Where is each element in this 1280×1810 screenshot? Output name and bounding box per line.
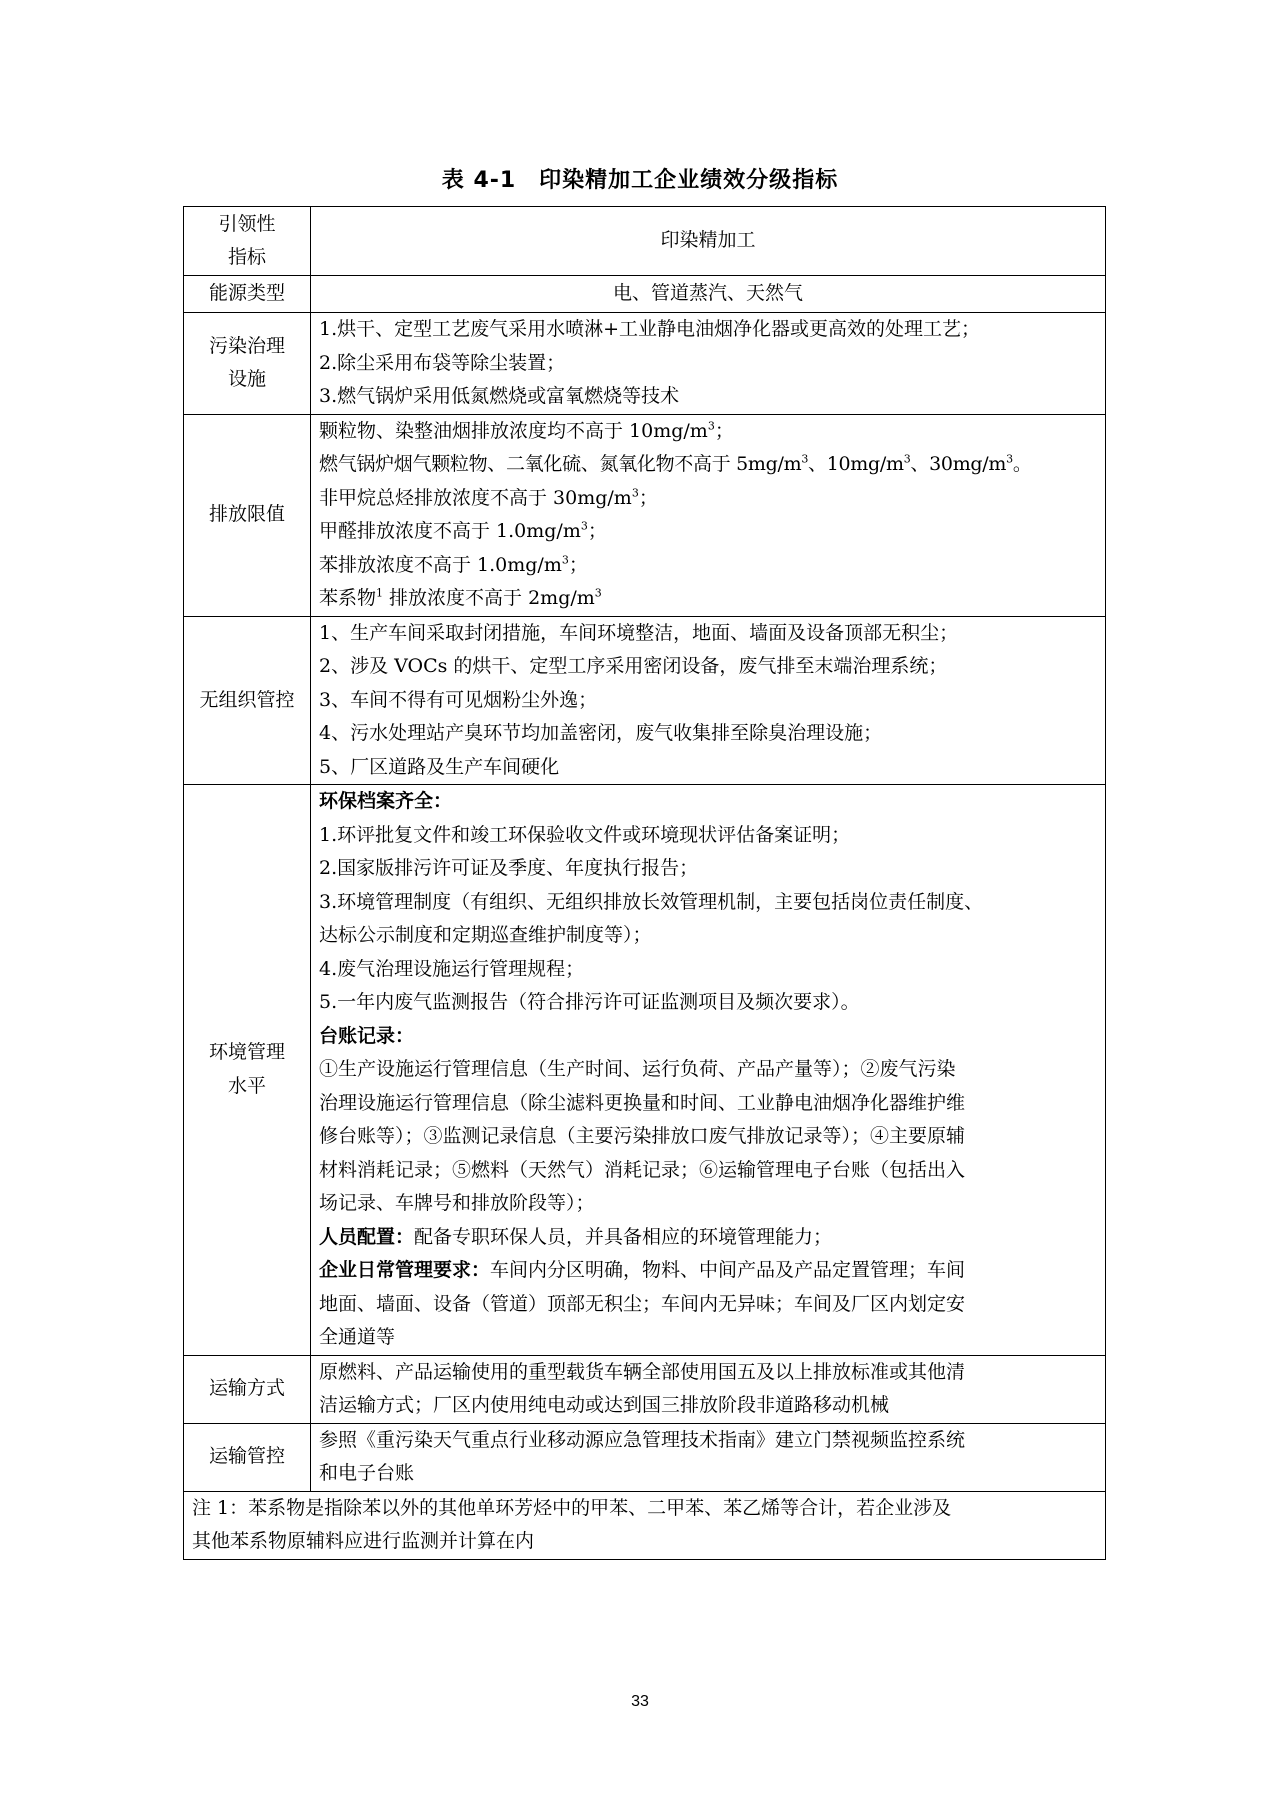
- emission-sup: 1: [376, 586, 384, 600]
- unorganized-line: 5、厂区道路及生产车间硬化: [319, 755, 560, 778]
- pollution-row: [184, 313, 1106, 415]
- daily-line: 地面、墙面、设备（管道）顶部无积尘；车间内无异味；车间及厂区内划定安: [319, 1292, 966, 1315]
- emission-line: [319, 549, 1097, 583]
- note-line: 注 1：苯系物是指除苯以外的其他单环芳烃中的甲苯、二甲苯、苯乙烯等合计，若企业涉及: [192, 1496, 952, 1519]
- pollution-label-text: 污染治理设施: [208, 334, 285, 391]
- files-line: 2.国家版排污许可证及季度、年度执行报告；: [319, 857, 699, 879]
- unorganized-label-text: 无组织管控: [199, 688, 295, 711]
- ledger-line: 材料消耗记录；⑤燃料（天然气）消耗记录；⑥运输管理电子台账（包括出入: [319, 1158, 966, 1181]
- transport-control-row: [184, 1423, 1106, 1491]
- emission-sup: 3: [594, 586, 602, 600]
- table-title: 表 4-1 印染精加工企业绩效分级指标: [441, 168, 839, 193]
- emission-line: [319, 582, 1097, 616]
- transport-label: 运输方式: [184, 1355, 311, 1423]
- transport-line: 洁运输方式；厂区内使用纯电动或达到国三排放阶段非道路移动机械: [319, 1394, 890, 1416]
- ledger-line: 治理设施运行管理信息（除尘滤料更换量和时间、工业静电油烟净化器维护维: [319, 1091, 966, 1114]
- transport-control-content: [311, 1423, 1106, 1491]
- files-line: 4.废气治理设施运行管理规程；: [319, 957, 585, 980]
- emission-sup: 3: [580, 519, 588, 533]
- staff-line: [319, 1221, 1097, 1255]
- unorganized-content: [311, 616, 1106, 785]
- note-content: [184, 1491, 1106, 1559]
- emission-line: [319, 415, 1097, 449]
- emission-tail: 、10mg/m: [808, 453, 904, 475]
- emission-tail: ；: [568, 553, 588, 576]
- emission-tail: ；: [587, 520, 607, 542]
- emission-tail: 排放浓度不高于 2mg/m: [383, 587, 595, 609]
- page-number: 33: [631, 1693, 649, 1710]
- management-label-text: 环境管理水平: [208, 1041, 285, 1097]
- unorganized-label: [184, 616, 311, 785]
- header-row: [184, 207, 1106, 276]
- transport-control-line: 参照《重污染天气重点行业移动源应急管理技术指南》建立门禁视频监控系统: [319, 1428, 966, 1451]
- emission-line: [319, 448, 1097, 482]
- emission-sup: 3: [631, 486, 639, 500]
- unorganized-line: 1、生产车间采取封闭措施，车间环境整洁，地面、墙面及设备顶部无积尘；: [319, 621, 959, 644]
- daily-text: 车间内分区明确，物料、中间产品及产品定置管理；车间: [490, 1259, 966, 1281]
- management-row: [184, 785, 1106, 1356]
- ledger-line: 修台账等）；③监测记录信息（主要污染排放口废气排放记录等）；④主要原辅: [319, 1125, 966, 1147]
- emission-label: 排放限值: [184, 414, 311, 616]
- emission-text: 颗粒物、染整油烟排放浓度均不高于 10mg/m: [319, 419, 708, 442]
- files-line: 达标公示制度和定期巡查维护制度等）；: [319, 924, 652, 946]
- daily-line: [319, 1254, 1097, 1288]
- files-line: 1.环评批复文件和竣工环保验收文件或环境现状评估备案证明；: [319, 823, 851, 846]
- emission-line: [319, 515, 1097, 549]
- energy-row: [184, 276, 1106, 313]
- staff-text: 配备专职环保人员，并具备相应的环境管理能力；: [414, 1225, 833, 1248]
- pollution-line: 1.烘干、定型工艺废气采用水喷淋+工业静电油烟净化器或更高效的处理工艺；: [319, 318, 981, 340]
- energy-value: 电、管道蒸汽、天然气: [311, 276, 1106, 313]
- files-heading: 环保档案齐全：: [319, 790, 453, 812]
- emission-text: 苯系物: [319, 587, 377, 609]
- emission-text: 燃气锅炉烟气颗粒物、二氧化硫、氮氧化物不高于 5mg/m: [319, 453, 802, 475]
- emission-sup: 3: [707, 419, 715, 433]
- emission-sup: 3: [561, 553, 569, 567]
- note-row: [184, 1491, 1106, 1559]
- note-line: 其他苯系物原辅料应进行监测并计算在内: [192, 1530, 535, 1552]
- emission-tail: 。: [1012, 453, 1032, 475]
- daily-heading: 企业日常管理要求：: [319, 1259, 491, 1281]
- ledger-heading: 台账记录：: [319, 1024, 415, 1047]
- emission-row: [184, 414, 1106, 616]
- files-line: 5.一年内废气监测报告（符合排污许可证监测项目及频次要求）。: [319, 991, 860, 1013]
- unorganized-line: 2、涉及 VOCs 的烘干、定型工序采用密闭设备，废气排至末端治理系统；: [319, 655, 948, 677]
- emission-tail: 、30mg/m: [910, 453, 1007, 475]
- pollution-label: [184, 313, 311, 415]
- header-col2: 印染精加工: [311, 207, 1106, 276]
- indicator-table: [183, 206, 1106, 1560]
- emission-text: 苯排放浓度不高于 1.0mg/m: [319, 553, 562, 576]
- transport-control-line: 和电子台账: [319, 1462, 415, 1484]
- emission-sup: 3: [1006, 452, 1013, 466]
- pollution-line: 2.除尘采用布袋等除尘装置；: [319, 351, 566, 374]
- emission-sup: 3: [801, 452, 809, 466]
- daily-line: 全通道等: [319, 1326, 396, 1348]
- transport-content: [311, 1355, 1106, 1423]
- pollution-line: 3.燃气锅炉采用低氮燃烧或富氧燃烧等技术: [319, 385, 680, 407]
- header-col1-text: 引领性指标: [218, 213, 276, 268]
- emission-content: [311, 414, 1106, 616]
- pollution-content: [311, 313, 1106, 415]
- files-line: 3.环境管理制度（有组织、无组织排放长效管理机制，主要包括岗位责任制度、: [319, 890, 984, 913]
- unorganized-line: 3、车间不得有可见烟粉尘外逸；: [319, 688, 598, 711]
- emission-line: [319, 482, 1097, 516]
- emission-tail: ；: [714, 419, 734, 442]
- transport-line: 原燃料、产品运输使用的重型载货车辆全部使用国五及以上排放标准或其他清: [319, 1360, 966, 1383]
- emission-sup: 3: [903, 452, 911, 466]
- unorganized-line: 4、污水处理站产臭环节均加盖密闭，废气收集排至除臭治理设施；: [319, 722, 883, 744]
- emission-text: 非甲烷总烃排放浓度不高于 30mg/m: [319, 486, 632, 509]
- management-content: [311, 785, 1106, 1356]
- emission-tail: ；: [638, 486, 658, 509]
- ledger-line: ①生产设施运行管理信息（生产时间、运行负荷、产品产量等）；②废气污染: [319, 1058, 956, 1080]
- emission-text: 甲醛排放浓度不高于 1.0mg/m: [319, 520, 581, 542]
- energy-label: 能源类型: [184, 276, 311, 313]
- ledger-line: 场记录、车牌号和排放阶段等）；: [319, 1192, 595, 1214]
- transport-row: [184, 1355, 1106, 1423]
- unorganized-row: [184, 616, 1106, 785]
- header-col1: [184, 207, 311, 276]
- transport-control-label: 运输管控: [184, 1423, 311, 1491]
- staff-heading: 人员配置：: [319, 1225, 415, 1248]
- management-label: [184, 785, 311, 1356]
